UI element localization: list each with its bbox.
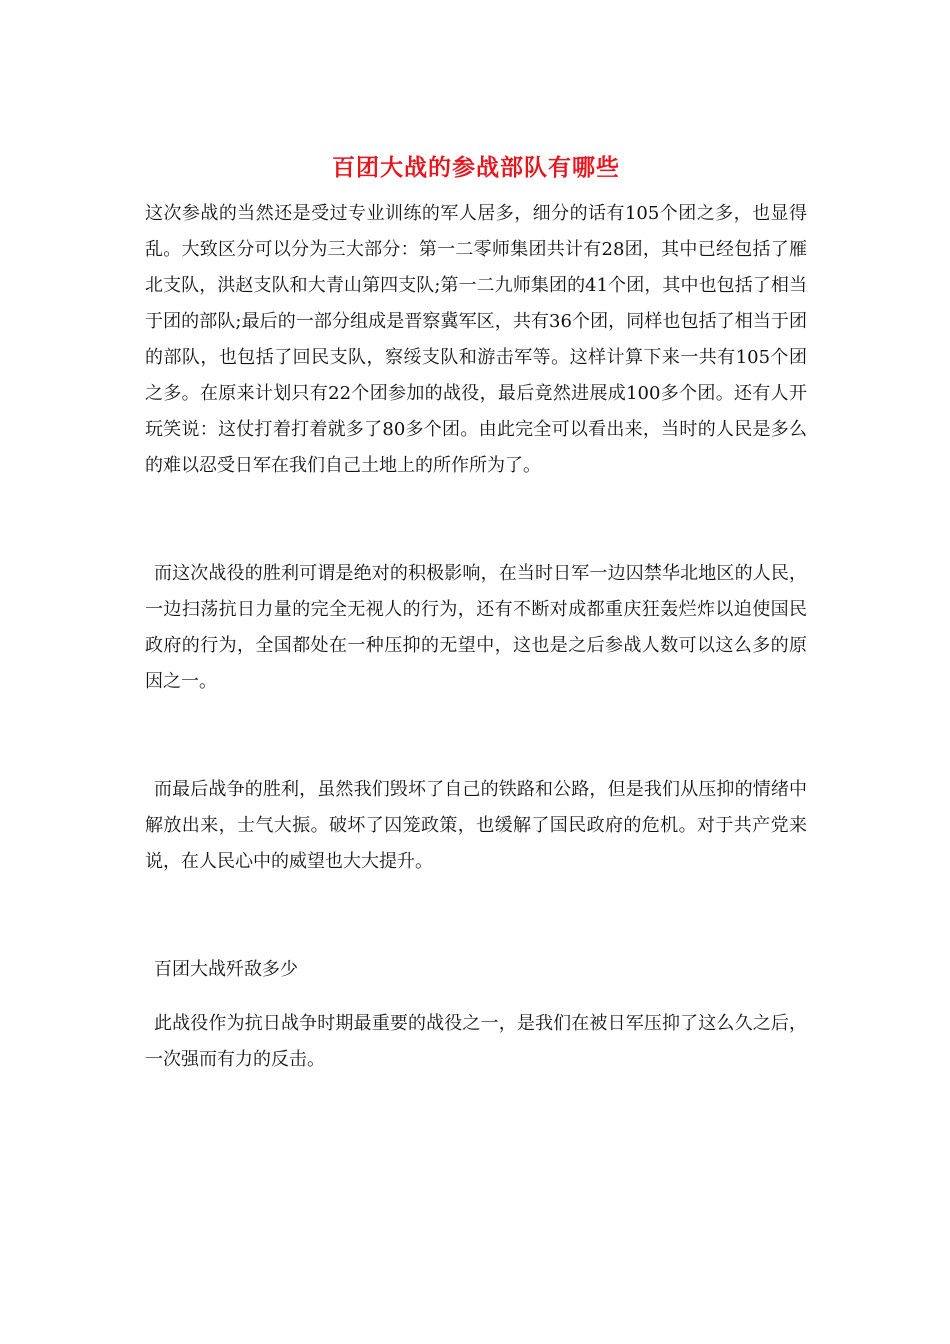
paragraph-spacer [145, 988, 807, 1006]
document-page [145, 150, 807, 1078]
paragraph-spacer [145, 484, 807, 556]
paragraph-spacer [145, 700, 807, 772]
paragraph-spacer [145, 880, 807, 952]
section-heading-enemies-killed: 百团大战歼敌多少 [154, 959, 298, 980]
paragraph-final-victory: 而最后战争的胜利，虽然我们毁坏了自己的铁路和公路，但是我们从压抑的情绪中解放出来，士气大振。破坏了囚笼政策，也缓解了国民政府的危机。对于共产党来说，在人民心中的威望也大大提升。 [145, 779, 807, 872]
paragraph-positive-impact: 而这次战役的胜利可谓是绝对的积极影响，在当时日军一边囚禁华北地区的人民，一边扫荡抗日力量的完全无视人的行为，还有不断对成都重庆狂轰烂炸以迫使国民政府的行为，全国都处在一种压抑的无望中，这也是之后参战人数可以这么多的原因之一。 [145, 563, 807, 692]
paragraph-participating-forces: 这次参战的当然还是受过专业训练的军人居多，细分的话有105个团之多，也显得乱。大致区分可以分为三大部分：第一二零师集团共计有28团，其中已经包括了雁北支队，洪赵支队和大青山第四支队;第一二九师集团的41个团，其中也包括了相当于团的部队;最后的一部分组成是晋察冀军区，共有36个团，同样也包括了相当于团的部队，也包括了回民支队，察绥支队和游击军等。这样计算下来一共有105个团之多。在原来计划只有22个团参加的战役，最后竟然进展成100多个团。还有人开玩笑说：这仗打着打着就多了80多个团。由此完全可以看出来，当时的人民是多么的难以忍受日军在我们自己土地上的所作所为了。 [145, 203, 807, 476]
paragraph-counterattack: 此战役作为抗日战争时期最重要的战役之一，是我们在被日军压抑了这么久之后，一次强而有力的反击。 [145, 1013, 807, 1070]
document-title: 百团大战的参战部队有哪些 [332, 154, 620, 181]
